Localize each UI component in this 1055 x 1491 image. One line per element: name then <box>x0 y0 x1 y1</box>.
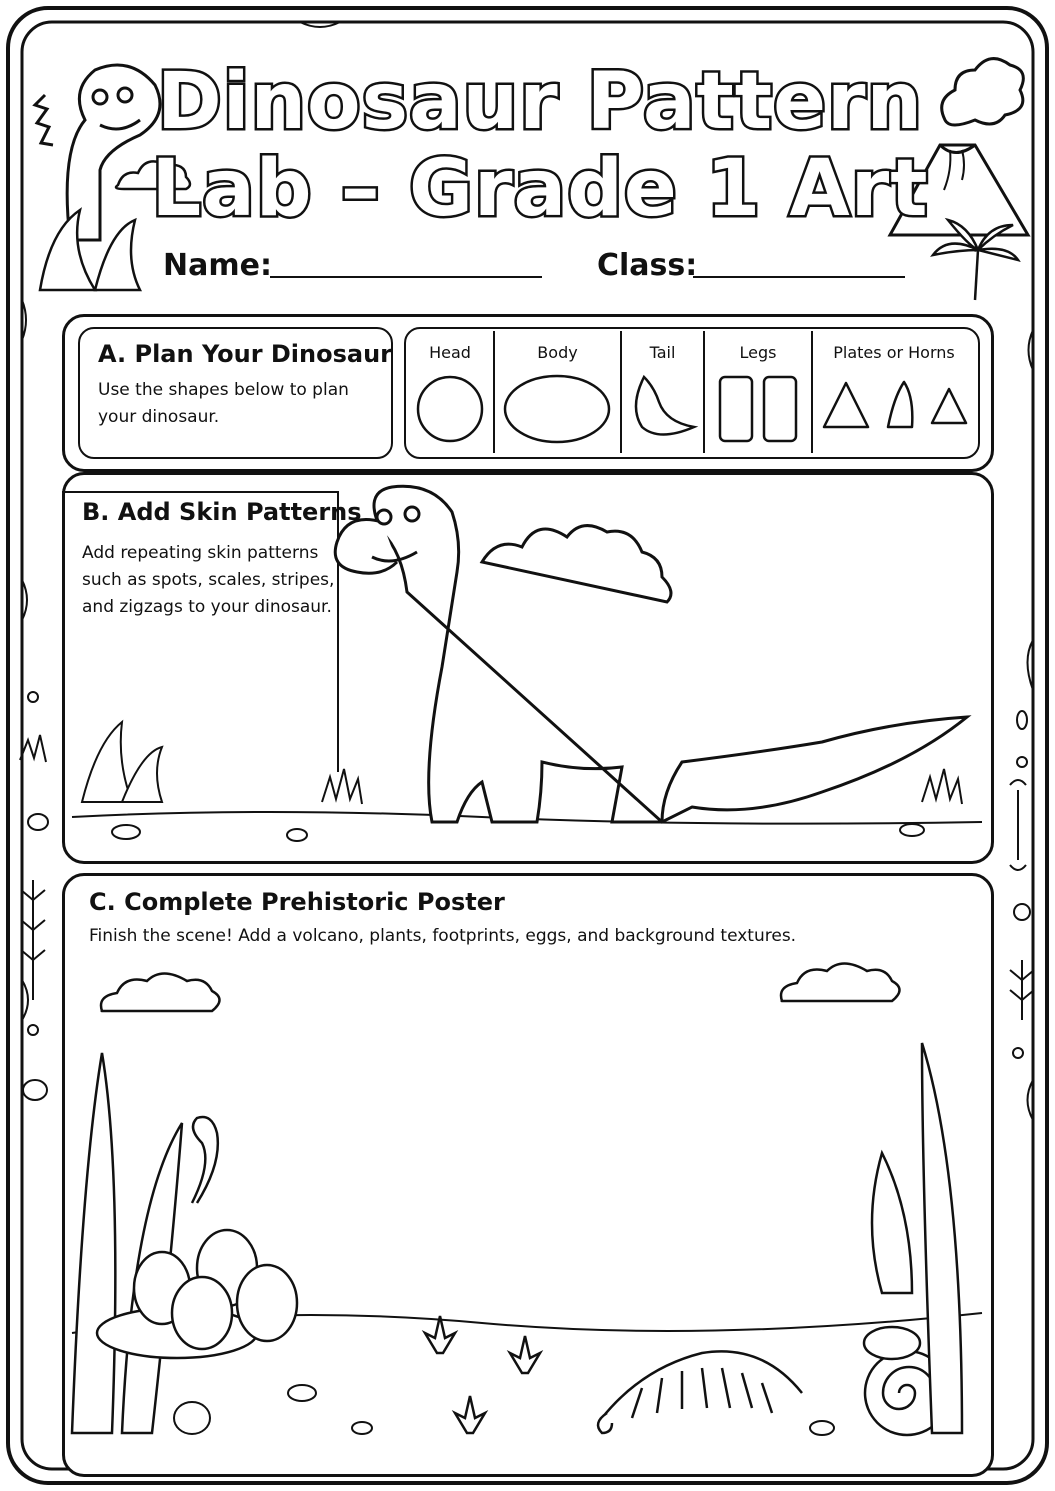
section-c-instructions: Finish the scene! Add a volcano, plants, footprints, eggs, and background textures. <box>89 926 797 946</box>
leg-rectangle-shape <box>720 377 752 441</box>
dinosaur-fossil-illustration <box>598 1351 802 1433</box>
cloud-illustration <box>101 974 220 1012</box>
section-c-title: C. Complete Prehistoric Poster <box>89 888 505 916</box>
tail-crescent-shape <box>636 377 694 435</box>
shape-label-tail: Tail <box>649 343 676 362</box>
head-circle-shape <box>418 377 482 441</box>
leg-rectangle-shape <box>764 377 796 441</box>
section-a-instructions: Use the shapes below to plan your dinosaur. <box>98 380 349 427</box>
worksheet-title <box>150 50 930 230</box>
shape-label-legs: Legs <box>739 343 777 362</box>
section-b-artwork <box>62 472 994 864</box>
name-label: Name: <box>163 248 272 283</box>
dinosaur-outline-illustration <box>335 486 967 822</box>
section-a-title: A. Plan Your Dinosaur <box>98 340 393 368</box>
horn-shape <box>888 382 912 427</box>
title-dinosaur-illustration <box>35 65 160 240</box>
section-b-title: B. Add Skin Patterns <box>82 498 362 526</box>
section-b-instructions: Add repeating skin patterns such as spots, scales, stripes, and zigzags to your dinosaur. <box>82 543 335 617</box>
name-field[interactable] <box>270 276 542 278</box>
title-line-2: Lab – Grade 1 Art <box>151 144 929 230</box>
shape-label-head: Head <box>429 343 471 362</box>
leaf-plant-illustration <box>72 1053 218 1433</box>
title-line-1: Dinosaur Pattern <box>157 57 923 147</box>
class-label: Class: <box>597 248 698 283</box>
plate-triangle-shape <box>932 389 966 423</box>
footprint-illustration <box>425 1316 540 1433</box>
shape-label-body: Body <box>537 343 578 362</box>
body-oval-shape <box>505 376 609 442</box>
cloud-illustration <box>781 964 900 1002</box>
class-field[interactable] <box>693 276 905 278</box>
dinosaur-egg-nest-illustration <box>97 1230 297 1358</box>
section-c-artwork <box>62 873 994 1477</box>
plate-triangle-shape <box>824 383 868 427</box>
shape-label-plates-horns: Plates or Horns <box>833 343 955 362</box>
